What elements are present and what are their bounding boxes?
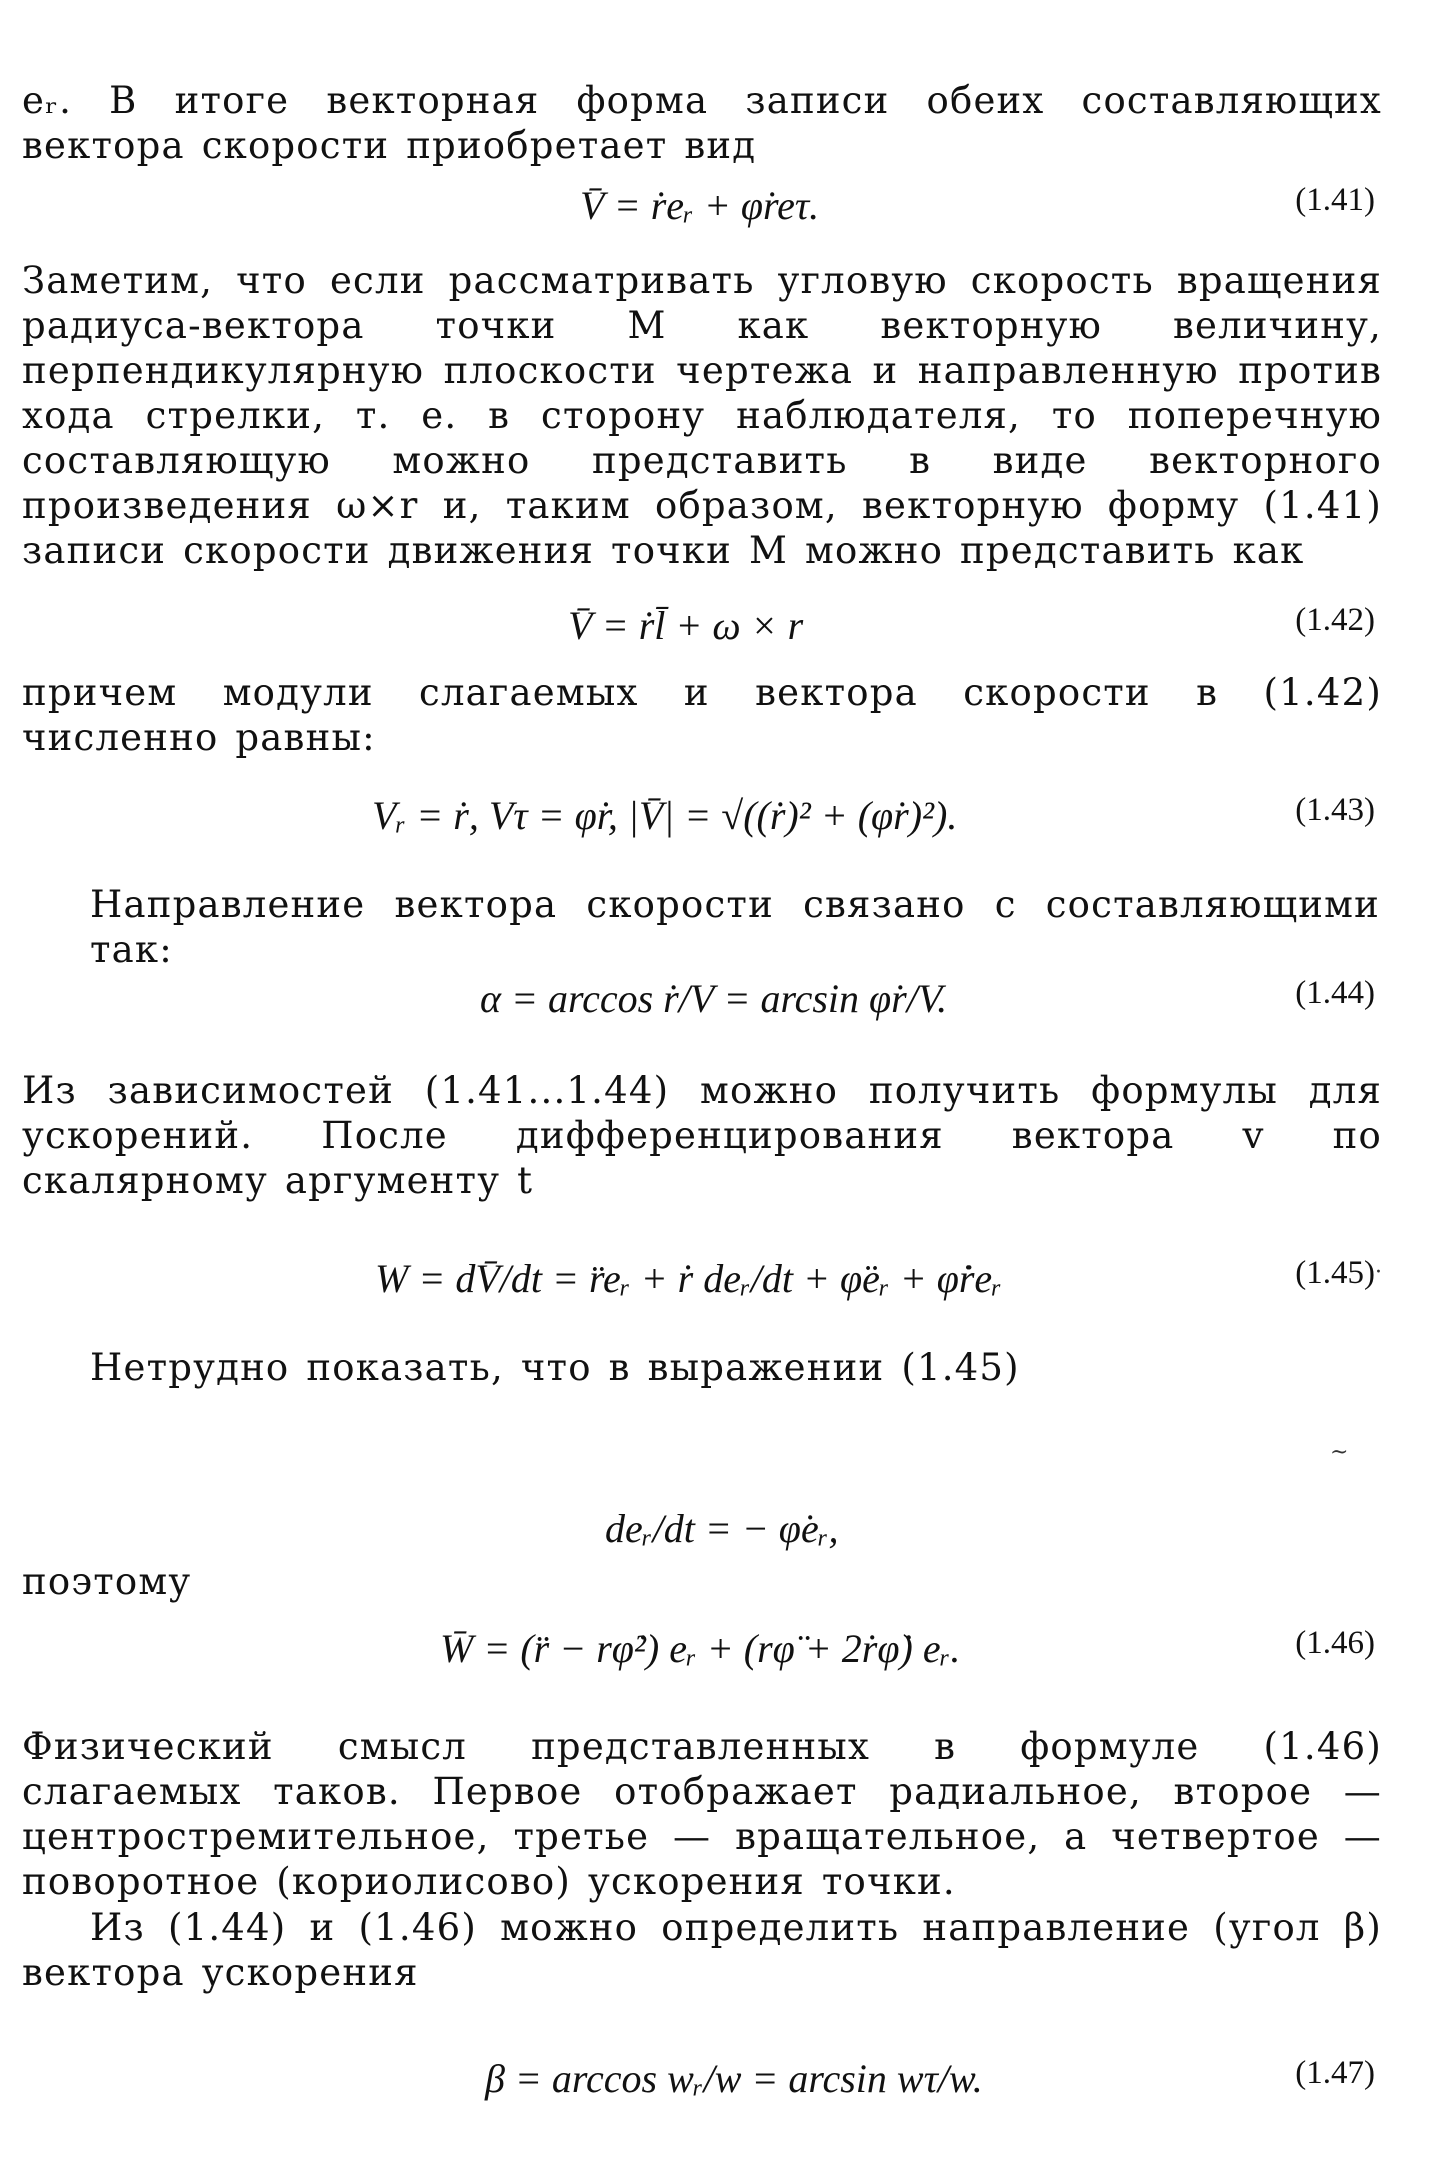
paragraph-accelerations: Из зависимостей (1.41...1.44) можно получить формулы для ускорений. После дифференцирования вектора v по скалярному аргументу t <box>22 1069 1382 1202</box>
equation-1-46-formula: W̄ = (r̈ − rφ̇²) eᵣ + (rφ̈ + 2ṙφ̇) eᵣ. <box>440 1626 961 1671</box>
equation-1-42-formula: V̄ = ṙl̄ + ω × r <box>568 603 804 648</box>
equation-1-42-number: (1.42) <box>1295 602 1375 638</box>
paragraph-intro: eᵣ. В итоге векторная форма записи обеих составляющих вектора скорости приобретает вид <box>22 79 1382 167</box>
equation-1-43 <box>0 792 1455 872</box>
equation-der-formula: deᵣ/dt = − φ̇eᵣ, <box>605 1506 839 1551</box>
equation-1-47-number: (1.47) <box>1295 2055 1375 2091</box>
equation-1-44-formula: α = arccos ṙ/V = arcsin φ̇r/V. <box>480 976 948 1021</box>
equation-1-45 <box>0 1255 1455 1335</box>
scan-speck: ~ <box>1330 1440 1349 1465</box>
paragraph-angular-velocity: Заметим, что если рассматривать угловую скорость вращения радиуса-вектора точки М как векторную величину, перпендикулярную плоскости чертежа и направленную против хода стрелки, т. е. в сторону наблюдателя, то поперечную составляющую можно представить в виде векторного произведения ω×r и, таким образом, векторную форму (1.41) записи скорости движения точки М можно представить как <box>22 259 1382 572</box>
paragraph-direction-accel <box>22 1905 1382 1995</box>
equation-1-46-number: (1.46) <box>1295 1625 1375 1661</box>
label-therefore: поэтому <box>22 1560 192 1603</box>
equation-1-45-number: (1.45) <box>1295 1255 1375 1291</box>
equation-der <box>0 1505 1455 1585</box>
scan-speck: · <box>1375 1260 1382 1285</box>
equation-1-43-formula: Vᵣ = ṙ, Vτ = φ̇r, |V̄| = √((ṙ)² + (φ̇r)²). <box>372 793 958 838</box>
equation-1-46 <box>0 1625 1455 1705</box>
equation-1-44 <box>0 975 1455 1055</box>
equation-1-41 <box>0 182 1455 262</box>
paragraph-direction: Направление вектора скорости связано с составляющими так: <box>90 883 1380 971</box>
equation-1-41-formula: V̄ = ṙeᵣ + φ̇reτ. <box>580 183 820 228</box>
paragraph-physical-meaning: Физический смысл представленных в формуле (1.46) слагаемых таков. Первое отображает радиальное, второе — центростремительное, третье — вращательное, а четвертое — поворотное (кориолисово) ускорения точки. <box>22 1725 1382 1903</box>
paragraph-easy-show: Нетрудно показать, что в выражении (1.45) <box>90 1346 1020 1389</box>
equation-1-47-formula: β = arccos wᵣ/w = arcsin wτ/w. <box>485 2056 983 2101</box>
paragraph-moduli: причем модули слагаемых и вектора скорости в (1.42) численно равны: <box>22 671 1382 759</box>
equation-1-43-number: (1.43) <box>1295 792 1375 828</box>
paragraph-direction-accel-text: Из (1.44) и (1.46) можно определить направление (угол β) вектора ускорения <box>22 1906 1382 1994</box>
equation-1-44-number: (1.44) <box>1295 975 1375 1011</box>
equation-1-41-number: (1.41) <box>1295 182 1375 218</box>
equation-1-45-formula: W = dV̄/dt = r̈eᵣ + ṙ deᵣ/dt + φ̈eᵣ + φ̇ṙeᵣ <box>375 1256 1003 1301</box>
equation-1-47 <box>0 2055 1455 2135</box>
